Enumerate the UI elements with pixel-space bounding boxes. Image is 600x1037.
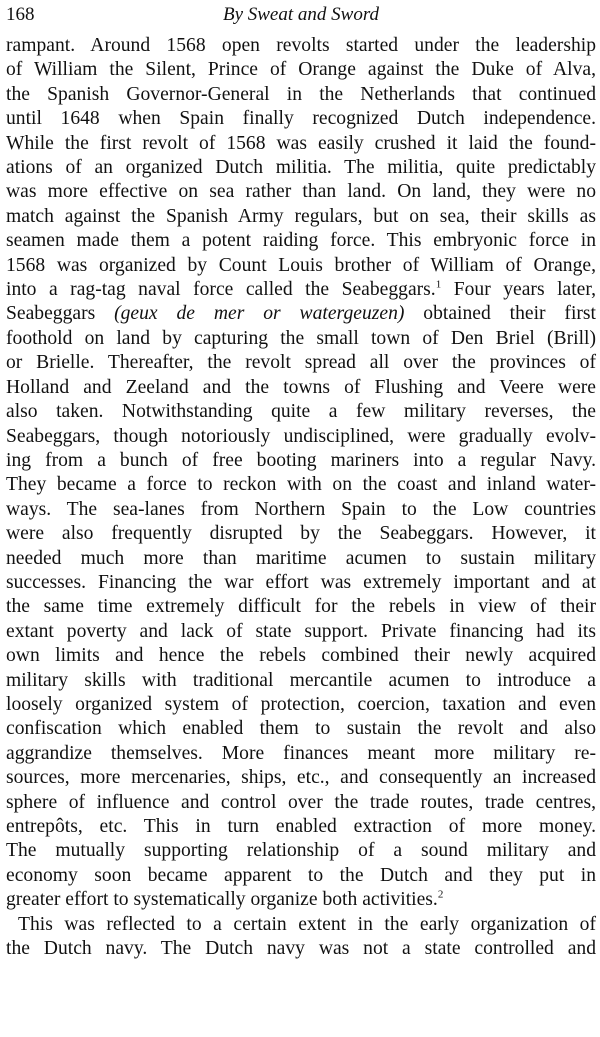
text-line: the same time extremely difficult for the rebels in view of their — [6, 596, 596, 618]
text-line: Seabeggars, though notoriously undisciplined, were gradually evolv- — [6, 425, 596, 447]
text-line: While the first revolt of 1568 was easily crushed it laid the found- — [6, 132, 596, 154]
text-line: entrepôts, etc. This in turn enabled extraction of more money. — [6, 816, 596, 837]
text-line: the Spanish Governor-General in the Netherlands that continued — [6, 83, 596, 105]
text-line: economy soon became apparent to the Dutch and they put in — [6, 864, 596, 886]
text-line: rampant. Around 1568 open revolts started under the leadership — [6, 35, 596, 56]
text-line: own limits and hence the rebels combined their newly acquired — [6, 645, 596, 667]
text-line: extant poverty and lack of state support. Private financing had its — [6, 620, 596, 642]
text-line — [6, 302, 596, 326]
italic-term: (geux de mer or watergeuzen) — [114, 303, 405, 325]
running-head: By Sweat and Sword — [222, 4, 380, 25]
text-line: were also frequently disrupted by the Seabeggars. However, it — [6, 523, 596, 545]
footnote-ref-1: 1 — [435, 278, 442, 291]
text-line: They became a force to reckon with on the coast and inland water- — [6, 474, 596, 496]
text-line: match against the Spanish Army regulars, but on sea, their skills as — [6, 205, 596, 227]
paragraph-2 — [6, 913, 596, 962]
text-line: Holland and Zeeland and the towns of Flushing and Veere were — [6, 376, 596, 398]
text-line: also taken. Notwithstanding quite a few military reverses, the — [6, 401, 596, 423]
page-header — [6, 0, 596, 30]
text-segment: obtained their first — [404, 303, 596, 325]
text-line: This was reflected to a certain extent in the early organization of — [18, 913, 596, 935]
text-line: was more effective on sea rather than land. On land, they were no — [6, 181, 596, 203]
text-line: successes. Financing the war effort was extremely important and at — [6, 571, 596, 593]
text-line: aggrandize themselves. More finances meant more military re- — [6, 742, 596, 764]
text-line: military skills with traditional mercantile acumen to introduce a — [6, 669, 596, 691]
text-line: 1568 was organized by Count Louis brother of William of Orange, — [6, 254, 596, 276]
text-line — [6, 278, 596, 302]
paragraph-1 — [6, 34, 596, 913]
text-segment: greater effort to systematically organize both activities. — [6, 889, 438, 911]
text-line: loosely organized system of protection, coercion, taxation and even — [6, 693, 596, 715]
text-line: ways. The sea-lanes from Northern Spain to the Low countries — [6, 498, 596, 520]
text-line: ing from a bunch of free booting mariners into a regular Navy. — [6, 449, 596, 471]
text-line — [6, 888, 596, 912]
text-line: ations of an organized Dutch militia. The militia, quite predictably — [6, 157, 596, 179]
text-segment: Seabeggars — [6, 303, 115, 325]
text-line: confiscation which enabled them to sustain the revolt and also — [6, 718, 596, 740]
text-line: foothold on land by capturing the small town of Den Briel (Brill) — [6, 327, 596, 349]
footnote-ref-2: 2 — [437, 888, 444, 901]
body-text — [6, 34, 596, 961]
text-line: sources, more mercenaries, ships, etc., and consequently an increased — [6, 767, 596, 789]
text-line: seamen made them a potent raiding force. This embryonic force in — [6, 230, 596, 252]
text-line: The mutually supporting relationship of a sound military and — [6, 840, 596, 862]
text-line: until 1648 when Spain finally recognized Dutch independence. — [6, 108, 596, 130]
text-line: or Brielle. Thereafter, the revolt spread all over the provinces of — [6, 352, 596, 374]
text-line: the Dutch navy. The Dutch navy was not a state controlled and — [6, 938, 596, 960]
text-line: of William the Silent, Prince of Orange against the Duke of Alva, — [6, 59, 596, 81]
page-number: 168 — [6, 4, 35, 25]
text-line: sphere of influence and control over the trade routes, trade centres, — [6, 791, 596, 813]
text-segment: into a rag-tag naval force called the Seabeggars. — [6, 279, 436, 301]
text-line: needed much more than maritime acumen to sustain military — [6, 547, 596, 569]
text-segment: Four years later, — [441, 279, 596, 301]
